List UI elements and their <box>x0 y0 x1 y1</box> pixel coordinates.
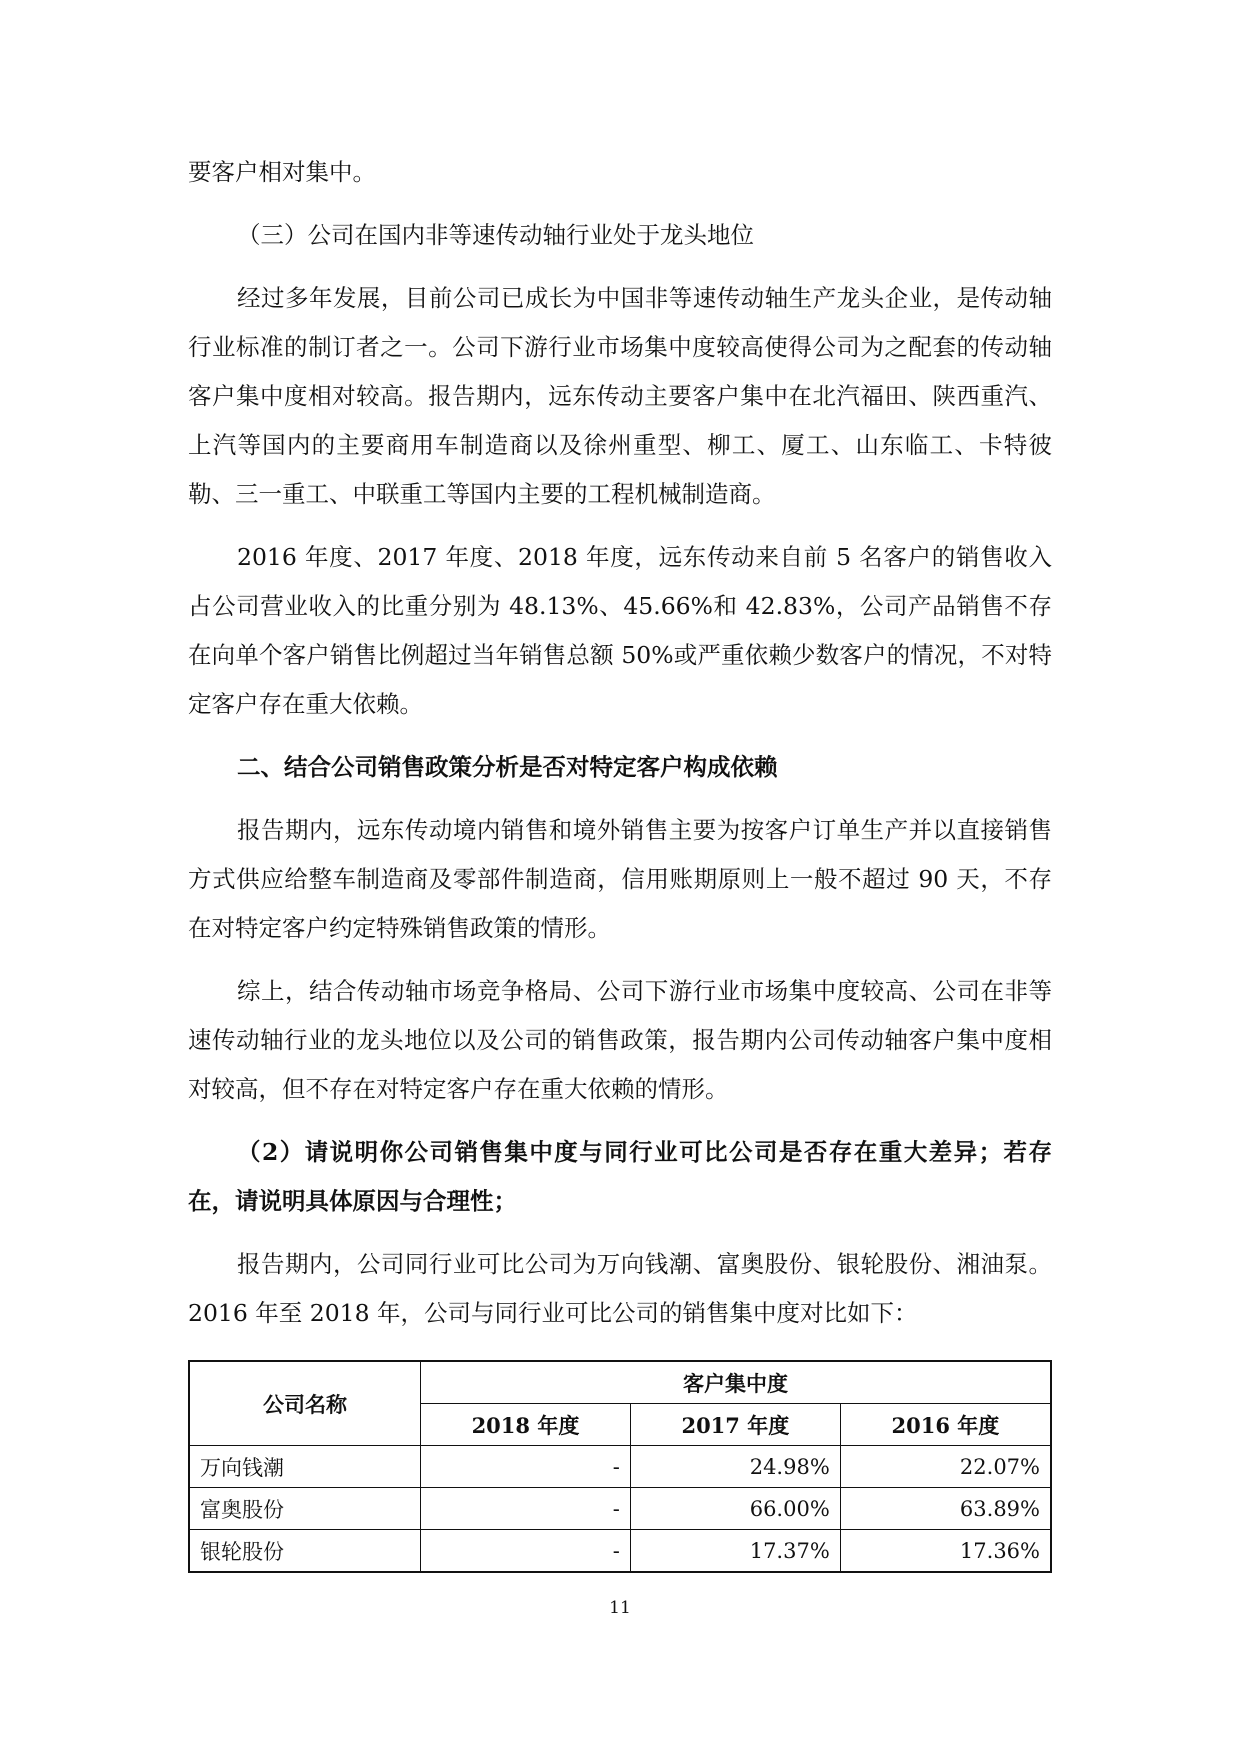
cell-value: 66.00% <box>630 1488 840 1530</box>
header-company: 公司名称 <box>189 1361 421 1446</box>
cell-value: 17.37% <box>630 1530 840 1573</box>
table-row <box>189 1446 1051 1488</box>
header-year-2016: 2016 年度 <box>840 1404 1051 1446</box>
cell-value: - <box>421 1530 631 1573</box>
header-year-2017: 2017 年度 <box>630 1404 840 1446</box>
cell-company: 富奥股份 <box>189 1488 421 1530</box>
cell-value: - <box>421 1488 631 1530</box>
paragraph-leading-position: 经过多年发展，目前公司已成长为中国非等速传动轴生产龙头企业，是传动轴行业标准的制订者之一。公司下游行业市场集中度较高使得公司为之配套的传动轴客户集中度相对较高。报告期内，远东传动主要客户集中在北汽福田、陕西重汽、上汽等国内的主要商用车制造商以及徐州重型、柳工、厦工、山东临工、卡特彼勒、三一重工、中联重工等国内主要的工程机械制造商。 <box>188 284 1052 508</box>
paragraph-peer-companies: 报告期内，公司同行业可比公司为万向钱潮、富奥股份、银轮股份、湘油泵。2016 年至 2018 年，公司与同行业可比公司的销售集中度对比如下： <box>188 1250 1052 1327</box>
cell-company: 万向钱潮 <box>189 1446 421 1488</box>
paragraph-top5-customers: 2016 年度、2017 年度、2018 年度，远东传动来自前 5 名客户的销售收入占公司营业收入的比重分别为 48.13%、45.66%和 42.83%，公司产品销售不存在向单个客户销售比例超过当年销售总额 50%或严重依赖少数客户的情况，不对特定客户存在重大依赖。 <box>188 543 1052 718</box>
cell-value: 63.89% <box>840 1488 1051 1530</box>
section-heading-2: 二、结合公司销售政策分析是否对特定客户构成依赖 <box>237 753 778 781</box>
header-customer-concentration: 客户集中度 <box>421 1361 1052 1404</box>
table-row <box>189 1488 1051 1530</box>
page-number: 11 <box>609 1598 631 1618</box>
paragraph-sales-policy: 报告期内，远东传动境内销售和境外销售主要为按客户订单生产并以直接销售方式供应给整车制造商及零部件制造商，信用账期原则上一般不超过 90 天，不存在对特定客户约定特殊销售政策的情形。 <box>188 816 1052 942</box>
concentration-table <box>188 1360 1052 1573</box>
section-heading-3: （三）公司在国内非等速传动轴行业处于龙头地位 <box>237 221 754 249</box>
header-year-2018: 2018 年度 <box>421 1404 631 1446</box>
cell-value: - <box>421 1446 631 1488</box>
paragraph-continuation: 要客户相对集中。 <box>188 158 376 186</box>
cell-company: 银轮股份 <box>189 1530 421 1573</box>
page-content <box>188 148 1052 1573</box>
question-heading: （2）请说明你公司销售集中度与同行业可比公司是否存在重大差异；若存在，请说明具体原因与合理性； <box>188 1138 1052 1215</box>
cell-value: 17.36% <box>840 1530 1051 1573</box>
paragraph-conclusion: 综上，结合传动轴市场竞争格局、公司下游行业市场集中度较高、公司在非等速传动轴行业的龙头地位以及公司的销售政策，报告期内公司传动轴客户集中度相对较高，但不存在对特定客户存在重大依赖的情形。 <box>188 977 1052 1103</box>
table-row <box>189 1530 1051 1573</box>
cell-value: 24.98% <box>630 1446 840 1488</box>
table-header-row <box>189 1361 1051 1404</box>
cell-value: 22.07% <box>840 1446 1051 1488</box>
